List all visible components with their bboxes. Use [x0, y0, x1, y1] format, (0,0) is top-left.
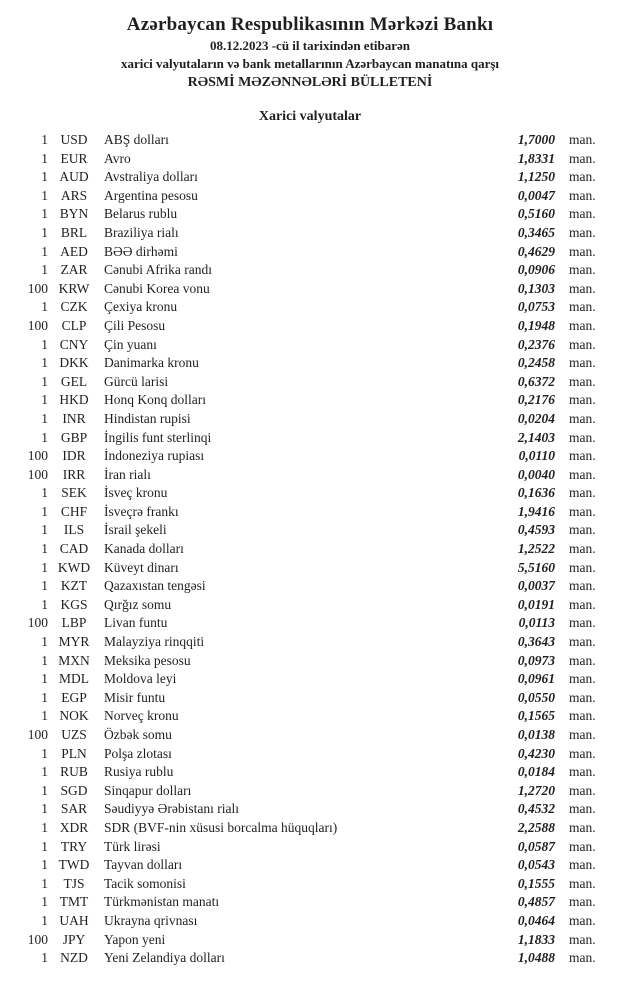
rate-code: PLN [61, 745, 87, 761]
rate-row [0, 298, 620, 317]
rate-row [0, 243, 620, 262]
rate-row [0, 614, 620, 633]
rate-qty: 1 [41, 243, 48, 259]
rate-row [0, 484, 620, 503]
rate-unit: man. [569, 745, 596, 761]
rate-code: MDL [59, 671, 89, 687]
rate-row [0, 596, 620, 615]
rate-row [0, 707, 620, 726]
rate-qty: 1 [41, 410, 48, 426]
rate-value: 0,0550 [517, 689, 555, 705]
rate-row [0, 689, 620, 708]
rate-qty: 1 [41, 950, 48, 966]
rate-code: DKK [59, 355, 89, 371]
rate-code: BYN [59, 206, 89, 222]
rate-value: 0,1565 [517, 708, 555, 724]
rate-qty: 1 [41, 912, 48, 928]
rate-name: Özbək somu [104, 727, 172, 742]
rate-value: 0,0906 [517, 262, 555, 278]
rate-unit: man. [569, 931, 596, 947]
rate-row [0, 150, 620, 169]
rate-name: Çexiya kronu [104, 299, 178, 315]
rate-qty: 1 [41, 485, 48, 501]
rate-value: 0,4857 [517, 894, 555, 910]
rate-value: 1,2522 [517, 541, 555, 557]
rate-value: 0,1555 [517, 875, 555, 891]
rate-code: KGS [60, 596, 88, 612]
rate-code: KWD [57, 559, 91, 575]
rate-value: 0,0543 [517, 857, 555, 873]
rate-row [0, 410, 620, 429]
rate-unit: man. [569, 727, 596, 742]
rate-qty: 1 [41, 187, 48, 203]
rate-value: 0,0047 [517, 187, 555, 203]
rate-unit: man. [569, 819, 596, 835]
rate-row [0, 168, 620, 187]
rate-name: İngilis funt sterlinqi [104, 429, 212, 445]
rate-name: Braziliya rialı [104, 224, 179, 240]
rate-row [0, 317, 620, 336]
bank-name-title: Azərbaycan Respublikasının Mərkəzi Bankı [126, 14, 494, 35]
rate-qty: 1 [41, 875, 48, 891]
rate-name: Türkmənistan manatı [104, 894, 220, 910]
rate-row [0, 354, 620, 373]
rate-row [0, 893, 620, 912]
rate-row [0, 763, 620, 782]
rate-row [0, 187, 620, 206]
rate-name: Meksika pesosu [104, 652, 191, 668]
rate-qty: 1 [41, 150, 48, 166]
rate-code: GBP [60, 429, 88, 445]
rate-value: 1,1250 [517, 169, 555, 185]
rate-name: Danimarka kronu [104, 355, 199, 371]
rate-code: EGP [61, 689, 87, 705]
rate-unit: man. [569, 503, 596, 519]
rate-value: 0,6372 [517, 373, 555, 389]
rate-code: UAH [59, 912, 89, 928]
effective-date-line: 08.12.2023 -cü il tarixindən etibarən [209, 38, 411, 53]
rate-qty: 100 [27, 466, 48, 482]
rate-row [0, 577, 620, 596]
rate-value: 0,2176 [517, 392, 555, 408]
rate-qty: 1 [41, 764, 48, 780]
rate-qty: 1 [41, 838, 48, 854]
rate-name: ABŞ dolları [104, 132, 169, 147]
rate-value: 2,1403 [517, 429, 555, 445]
rate-unit: man. [569, 857, 596, 873]
rate-unit: man. [569, 485, 596, 501]
rate-value: 1,9416 [517, 503, 555, 519]
rate-qty: 100 [27, 615, 48, 631]
rate-qty: 100 [27, 727, 48, 742]
rate-qty: 1 [41, 596, 48, 612]
rate-qty: 1 [41, 559, 48, 575]
rate-name: Tayvan dolları [104, 857, 183, 873]
rate-row [0, 819, 620, 838]
rate-name: Gürcü larisi [104, 373, 169, 389]
rate-unit: man. [569, 950, 596, 966]
rate-code: ILS [63, 522, 85, 538]
rate-row [0, 633, 620, 652]
rate-unit: man. [569, 410, 596, 426]
rate-qty: 1 [41, 373, 48, 389]
rate-qty: 1 [41, 894, 48, 910]
rate-code: HKD [59, 392, 89, 408]
rate-row [0, 429, 620, 448]
rate-name: Kanada dolları [104, 541, 184, 557]
rate-row [0, 391, 620, 410]
rate-code: CNY [59, 336, 89, 352]
rate-unit: man. [569, 541, 596, 557]
rate-value: 0,0753 [517, 299, 555, 315]
rate-code: GEL [60, 373, 88, 389]
rate-row [0, 224, 620, 243]
rate-code: CHF [60, 503, 88, 519]
rate-qty: 100 [27, 448, 48, 464]
rate-code: AED [60, 243, 88, 259]
rate-qty: 1 [41, 819, 48, 835]
rate-code: MXN [58, 652, 90, 668]
rate-unit: man. [569, 689, 596, 705]
rate-code: ZAR [60, 262, 88, 278]
rate-unit: man. [569, 838, 596, 854]
rate-code: SEK [61, 485, 87, 501]
rate-row [0, 931, 620, 950]
rate-name: Çin yuanı [104, 336, 157, 352]
rate-code: NZD [60, 950, 88, 966]
rate-row [0, 131, 620, 150]
rate-code: TRY [60, 838, 88, 854]
rate-unit: man. [569, 466, 596, 482]
rate-name: Səudiyyə Ərəbistanı rialı [104, 801, 239, 817]
rate-name: İsveçrə frankı [104, 503, 179, 519]
rate-code: IRR [62, 466, 86, 482]
rate-qty: 1 [41, 671, 48, 687]
rate-code: KRW [58, 280, 90, 296]
rate-row [0, 521, 620, 540]
rate-name: İsveç kronu [104, 485, 168, 501]
rate-value: 0,0110 [518, 448, 555, 464]
rate-unit: man. [569, 764, 596, 780]
rate-value: 0,3465 [517, 224, 555, 240]
rate-value: 0,1303 [517, 280, 555, 296]
rate-unit: man. [569, 262, 596, 278]
rate-code: IDR [62, 448, 86, 464]
rate-unit: man. [569, 894, 596, 910]
rate-unit: man. [569, 206, 596, 222]
rate-unit: man. [569, 169, 596, 185]
rate-value: 5,5160 [517, 559, 555, 575]
rate-unit: man. [569, 912, 596, 928]
rate-qty: 1 [41, 782, 48, 798]
rate-qty: 1 [41, 541, 48, 557]
rate-row [0, 466, 620, 485]
rate-row [0, 800, 620, 819]
rate-row [0, 782, 620, 801]
rate-qty: 100 [27, 280, 48, 296]
rate-value: 0,5160 [517, 206, 555, 222]
rate-row [0, 280, 620, 299]
rate-code: NOK [59, 708, 89, 724]
rate-qty: 1 [41, 206, 48, 222]
rate-row [0, 205, 620, 224]
rate-qty: 1 [41, 169, 48, 185]
rate-code: EUR [60, 150, 88, 166]
rate-qty: 1 [41, 652, 48, 668]
rate-value: 0,4593 [517, 522, 555, 538]
rate-name: SDR (BVF-nin xüsusi borcalma hüquqları) [104, 819, 338, 835]
rate-code: TWD [58, 857, 90, 873]
rate-value: 0,2376 [517, 336, 555, 352]
rate-name: Rusiya rublu [104, 764, 174, 780]
rate-value: 0,0138 [517, 727, 555, 742]
rate-qty: 1 [41, 429, 48, 445]
rate-name: Türk lirəsi [104, 838, 161, 854]
rate-value: 0,0184 [517, 764, 555, 780]
rate-code: KZT [60, 578, 88, 594]
rate-code: MYR [58, 634, 90, 650]
rate-row [0, 540, 620, 559]
rate-qty: 1 [41, 708, 48, 724]
rate-unit: man. [569, 336, 596, 352]
rate-qty: 100 [27, 931, 48, 947]
rate-unit: man. [569, 801, 596, 817]
rate-unit: man. [569, 373, 596, 389]
rate-code: USD [60, 132, 88, 147]
rate-qty: 1 [41, 299, 48, 315]
rate-code: CZK [60, 299, 88, 315]
rate-code: CLP [61, 317, 87, 333]
rate-unit: man. [569, 448, 596, 464]
rate-unit: man. [569, 429, 596, 445]
rate-unit: man. [569, 559, 596, 575]
rate-code: XDR [59, 819, 89, 835]
subject-line: xarici valyutaların və bank metallarının Azərbaycan manatına qarşı [120, 56, 500, 71]
rate-qty: 1 [41, 132, 48, 147]
rate-value: 0,0587 [517, 838, 555, 854]
rate-code: TJS [63, 875, 85, 891]
rate-value: 0,0191 [517, 596, 555, 612]
rate-value: 0,4629 [517, 243, 555, 259]
rate-unit: man. [569, 615, 596, 631]
rate-unit: man. [569, 224, 596, 240]
rate-qty: 1 [41, 336, 48, 352]
rate-code: SAR [60, 801, 88, 817]
rate-name: Norveç kronu [104, 708, 179, 724]
rate-unit: man. [569, 671, 596, 687]
rate-row [0, 336, 620, 355]
rate-code: RUB [60, 764, 88, 780]
rate-value: 0,0113 [518, 615, 555, 631]
rate-qty: 1 [41, 392, 48, 408]
rate-qty: 1 [41, 355, 48, 371]
rate-row [0, 670, 620, 689]
rate-name: Livan funtu [104, 615, 168, 631]
rate-value: 1,7000 [517, 132, 555, 147]
rate-value: 1,1833 [517, 931, 555, 947]
rate-code: BRL [60, 224, 88, 240]
document-header [0, 12, 620, 92]
rate-unit: man. [569, 708, 596, 724]
rate-unit: man. [569, 187, 596, 203]
rate-unit: man. [569, 280, 596, 296]
rate-value: 0,0464 [517, 912, 555, 928]
rate-row [0, 949, 620, 968]
rate-name: Küveyt dinarı [104, 559, 179, 575]
rate-name: Polşa zlotası [104, 745, 172, 761]
rate-unit: man. [569, 522, 596, 538]
rate-row [0, 875, 620, 894]
rate-row [0, 838, 620, 857]
rate-row [0, 652, 620, 671]
rate-name: Yeni Zelandiya dolları [104, 950, 225, 966]
rate-name: Ukrayna qrivnası [104, 912, 198, 928]
rate-name: Yapon yeni [104, 931, 166, 947]
rate-unit: man. [569, 132, 596, 147]
rate-unit: man. [569, 578, 596, 594]
rate-name: Qırğız somu [104, 596, 172, 612]
rate-value: 0,4532 [517, 801, 555, 817]
rate-unit: man. [569, 317, 596, 333]
rate-name: Moldova leyi [104, 671, 177, 687]
rate-name: Belarus rublu [104, 206, 178, 222]
rate-name: Cənubi Afrika randı [104, 262, 212, 278]
bulletin-title: RƏSMİ MƏZƏNNƏLƏRİ BÜLLETENİ [187, 75, 433, 90]
rate-code: ARS [60, 187, 88, 203]
rate-unit: man. [569, 355, 596, 371]
rate-row [0, 373, 620, 392]
rate-value: 0,0040 [517, 466, 555, 482]
section-title-foreign-currencies: Xarici valyutalar [258, 109, 362, 124]
rate-name: Misir funtu [104, 689, 166, 705]
rate-unit: man. [569, 392, 596, 408]
rate-value: 0,1948 [517, 317, 555, 333]
rate-qty: 1 [41, 262, 48, 278]
rate-code: UZS [61, 727, 87, 742]
rate-qty: 100 [27, 317, 48, 333]
rate-unit: man. [569, 875, 596, 891]
rate-value: 1,8331 [517, 150, 555, 166]
rate-qty: 1 [41, 689, 48, 705]
rate-unit: man. [569, 243, 596, 259]
rate-value: 0,0204 [517, 410, 555, 426]
rate-name: İran rialı [104, 466, 151, 482]
rate-row [0, 559, 620, 578]
rate-code: AUD [59, 169, 89, 185]
rate-qty: 1 [41, 745, 48, 761]
rate-code: CAD [59, 541, 89, 557]
rate-value: 0,0961 [517, 671, 555, 687]
rate-row [0, 503, 620, 522]
rate-name: BƏƏ dirhəmi [104, 243, 178, 259]
rate-value: 2,2588 [517, 819, 555, 835]
rate-name: Cənubi Korea vonu [104, 280, 210, 296]
rate-name: Hindistan rupisi [104, 410, 191, 426]
rate-name: Qazaxıstan tengəsi [104, 578, 206, 594]
rate-qty: 1 [41, 578, 48, 594]
rate-value: 0,4230 [517, 745, 555, 761]
rate-name: Avro [104, 150, 131, 166]
rate-value: 0,0037 [517, 578, 555, 594]
rate-qty: 1 [41, 634, 48, 650]
rate-value: 0,3643 [517, 634, 555, 650]
rate-row [0, 447, 620, 466]
rate-row [0, 856, 620, 875]
rate-name: Malayziya rinqqiti [104, 634, 205, 650]
rate-code: INR [62, 410, 86, 426]
rate-qty: 1 [41, 801, 48, 817]
rate-value: 0,0973 [517, 652, 555, 668]
rate-value: 0,1636 [517, 485, 555, 501]
rate-qty: 1 [41, 857, 48, 873]
rate-name: İndoneziya rupiası [104, 448, 205, 464]
rate-value: 1,2720 [517, 782, 555, 798]
rate-code: LBP [61, 615, 87, 631]
rate-row [0, 261, 620, 280]
rate-unit: man. [569, 782, 596, 798]
rate-unit: man. [569, 652, 596, 668]
rate-code: TMT [59, 894, 89, 910]
rate-row [0, 726, 620, 745]
rate-unit: man. [569, 634, 596, 650]
rate-row [0, 912, 620, 931]
rate-name: Sinqapur dolları [104, 782, 192, 798]
rate-name: Argentina pesosu [104, 187, 198, 203]
rate-value: 1,0488 [517, 950, 555, 966]
rate-code: JPY [62, 931, 86, 947]
rate-name: Honq Konq dolları [104, 392, 206, 408]
rate-name: Çili Pesosu [104, 317, 166, 333]
rate-qty: 1 [41, 224, 48, 240]
rate-name: İsrail şekeli [104, 522, 167, 538]
rate-qty: 1 [41, 503, 48, 519]
rate-row [0, 745, 620, 764]
rate-code: SGD [60, 782, 88, 798]
rate-unit: man. [569, 299, 596, 315]
rate-name: Tacik somonisi [104, 875, 186, 891]
rates-table-body [0, 131, 620, 968]
rate-name: Avstraliya dolları [104, 169, 198, 185]
rate-value: 0,2458 [517, 355, 555, 371]
rate-unit: man. [569, 596, 596, 612]
rate-qty: 1 [41, 522, 48, 538]
rate-unit: man. [569, 150, 596, 166]
